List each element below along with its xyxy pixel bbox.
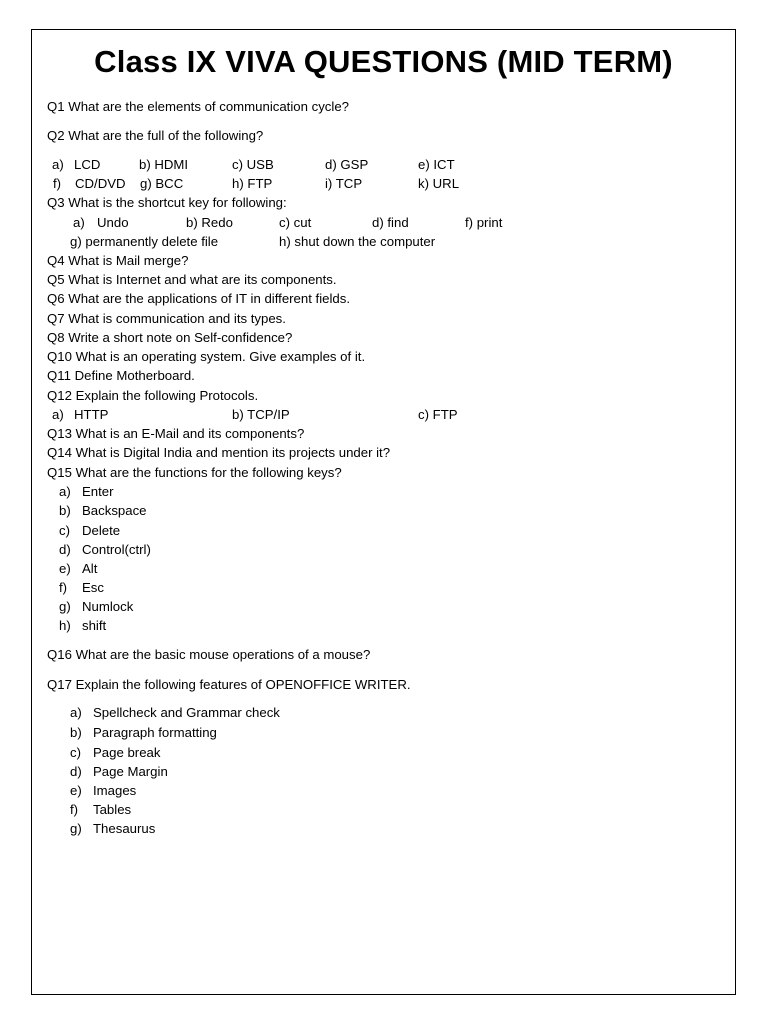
q17-item-marker: d) xyxy=(70,764,82,779)
q15-item-text: Alt xyxy=(82,561,98,576)
q3-option-marker: a) xyxy=(73,215,85,230)
question-15: Q15 What are the functions for the following keys? xyxy=(47,465,342,480)
q12-option-ftp: c) FTP xyxy=(418,407,458,422)
q15-item-marker: a) xyxy=(59,484,71,499)
q3-option-delete-file: g) permanently delete file xyxy=(70,234,219,249)
q15-item-marker: f) xyxy=(59,580,68,595)
q15-item-text: shift xyxy=(82,618,107,633)
q17-item-text: Tables xyxy=(93,802,132,817)
q15-item-text: Control(ctrl) xyxy=(82,542,151,557)
q2-option-url: k) URL xyxy=(418,176,460,191)
q17-item-marker: g) xyxy=(70,821,82,836)
q2-option-usb: c) USB xyxy=(232,157,274,172)
question-17: Q17 Explain the following features of OPENOFFICE WRITER. xyxy=(47,677,411,692)
q2-option-ict: e) ICT xyxy=(418,157,455,172)
q15-item-marker: e) xyxy=(59,561,71,576)
q3-option-find: d) find xyxy=(372,215,409,230)
q2-option-hdmi: b) HDMI xyxy=(139,157,189,172)
q2-option-tcp: i) TCP xyxy=(325,176,363,191)
q15-item-text: Esc xyxy=(82,580,104,595)
q2-option-bcc: g) BCC xyxy=(140,176,184,191)
q17-item-marker: c) xyxy=(70,745,81,760)
question-10: Q10 What is an operating system. Give examples of it. xyxy=(47,349,366,364)
q15-item-text: Numlock xyxy=(82,599,134,614)
q17-item-text: Paragraph formatting xyxy=(93,725,217,740)
q15-item-marker: c) xyxy=(59,523,70,538)
q12-option-http: HTTP xyxy=(74,407,109,422)
q2-option-cd-dvd: CD/DVD xyxy=(75,176,126,191)
q17-item-text: Page Margin xyxy=(93,764,168,779)
q15-item-marker: d) xyxy=(59,542,71,557)
question-11: Q11 Define Motherboard. xyxy=(47,368,195,383)
question-16: Q16 What are the basic mouse operations of a mouse? xyxy=(47,647,371,662)
question-5: Q5 What is Internet and what are its components. xyxy=(47,272,337,287)
question-2: Q2 What are the full of the following? xyxy=(47,128,264,143)
question-13: Q13 What is an E-Mail and its components? xyxy=(47,426,305,441)
q17-item-marker: f) xyxy=(70,802,79,817)
q3-option-cut: c) cut xyxy=(279,215,312,230)
q3-option-redo: b) Redo xyxy=(186,215,233,230)
q15-item-text: Delete xyxy=(82,523,121,538)
q2-option-gsp: d) GSP xyxy=(325,157,369,172)
q15-item-text: Enter xyxy=(82,484,114,499)
q12-option-tcp-ip: b) TCP/IP xyxy=(232,407,290,422)
q2-option-marker: a) xyxy=(52,157,64,172)
question-1: Q1 What are the elements of communication cycle? xyxy=(47,99,349,114)
q17-item-marker: b) xyxy=(70,725,82,740)
page-title: Class IX VIVA QUESTIONS (MID TERM) xyxy=(94,44,673,79)
q3-option-print: f) print xyxy=(465,215,503,230)
q17-item-text: Thesaurus xyxy=(93,821,156,836)
q17-item-text: Page break xyxy=(93,745,161,760)
q17-item-text: Spellcheck and Grammar check xyxy=(93,705,280,720)
q17-item-text: Images xyxy=(93,783,137,798)
q17-item-marker: a) xyxy=(70,705,82,720)
question-4: Q4 What is Mail merge? xyxy=(47,253,189,268)
q17-item-marker: e) xyxy=(70,783,82,798)
question-3: Q3 What is the shortcut key for following: xyxy=(47,195,287,210)
q3-option-shut-down: h) shut down the computer xyxy=(279,234,436,249)
q15-item-marker: g) xyxy=(59,599,71,614)
q2-option-ftp: h) FTP xyxy=(232,176,273,191)
q15-item-marker: b) xyxy=(59,503,71,518)
q15-item-marker: h) xyxy=(59,618,71,633)
q2-option-marker: f) xyxy=(53,176,62,191)
question-7: Q7 What is communication and its types. xyxy=(47,311,286,326)
q12-option-marker: a) xyxy=(52,407,64,422)
q2-option-lcd: LCD xyxy=(74,157,101,172)
q3-option-undo: Undo xyxy=(97,215,129,230)
question-12: Q12 Explain the following Protocols. xyxy=(47,388,259,403)
question-6: Q6 What are the applications of IT in different fields. xyxy=(47,291,350,306)
question-14: Q14 What is Digital India and mention its projects under it? xyxy=(47,445,391,460)
question-8: Q8 Write a short note on Self-confidence? xyxy=(47,330,293,345)
q15-item-text: Backspace xyxy=(82,503,147,518)
